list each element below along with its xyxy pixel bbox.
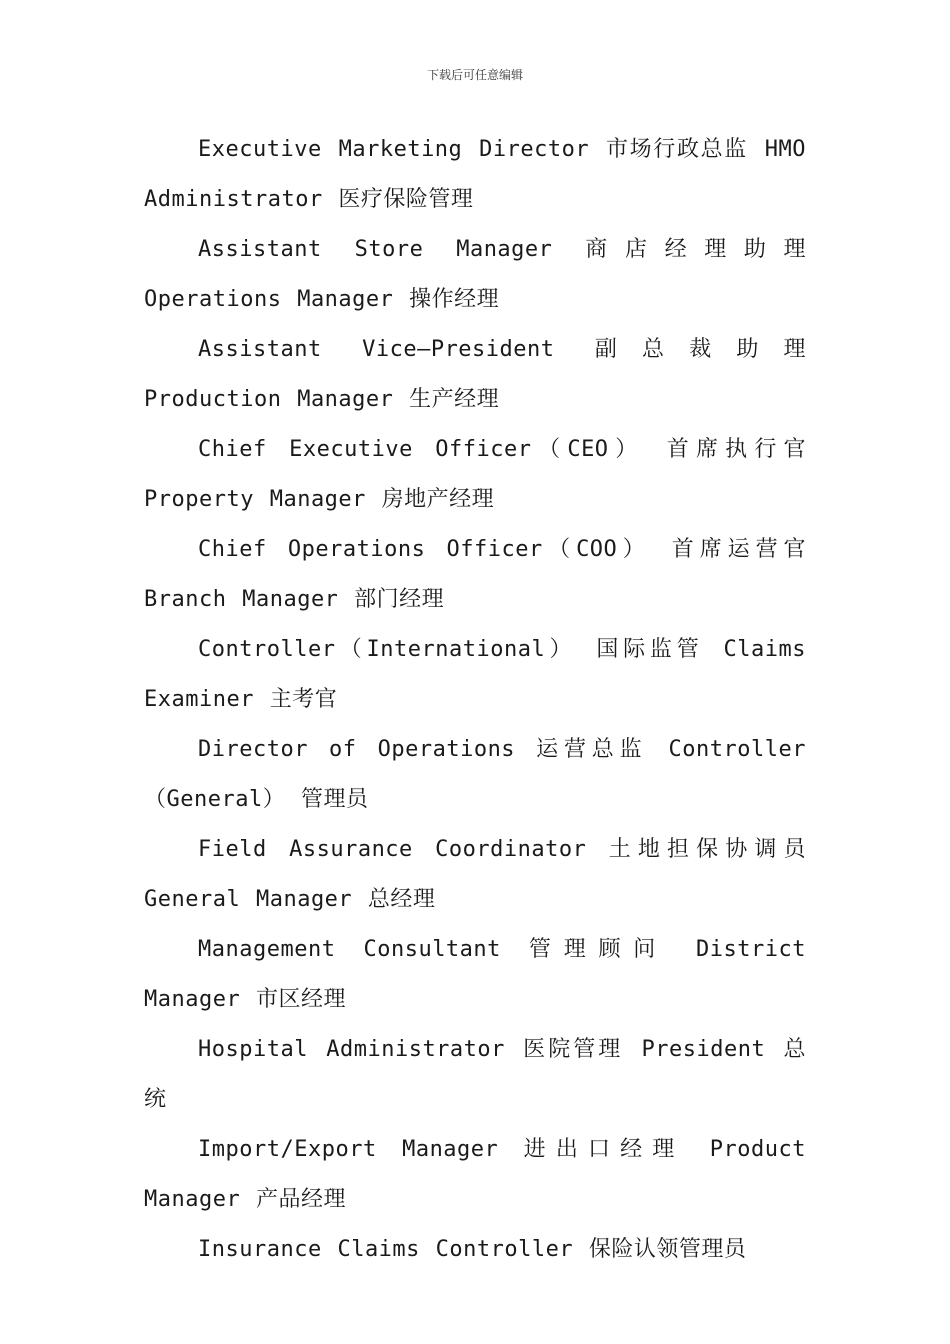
document-body bbox=[144, 125, 806, 1275]
paragraph: Director of Operations 运营总监 Controller（General） 管理员 bbox=[144, 737, 806, 812]
paragraph: Assistant Vice—President 副总裁助理 Production Manager 生产经理 bbox=[144, 337, 806, 412]
paragraph: Assistant Store Manager 商店经理助理 Operations Manager 操作经理 bbox=[144, 237, 806, 312]
paragraph: Chief Executive Officer（CEO） 首席执行官 Property Manager 房地产经理 bbox=[144, 437, 806, 512]
paragraph: Management Consultant 管理顾问 District Manager 市区经理 bbox=[144, 937, 806, 1012]
page-header: 下载后可任意编辑 bbox=[426, 68, 523, 82]
paragraph: Chief Operations Officer（COO） 首席运营官 Branch Manager 部门经理 bbox=[144, 537, 806, 612]
paragraph: Insurance Claims Controller 保险认领管理员 bbox=[198, 1237, 747, 1262]
paragraph: Executive Marketing Director 市场行政总监 HMO Administrator 医疗保险管理 bbox=[144, 137, 806, 212]
paragraph: Controller（International） 国际监管 Claims Examiner 主考官 bbox=[144, 637, 806, 712]
paragraph: Import/Export Manager 进出口经理 Product Manager 产品经理 bbox=[144, 1137, 806, 1212]
paragraph: Hospital Administrator 医院管理 President 总统 bbox=[144, 1037, 806, 1112]
paragraph: Field Assurance Coordinator 土地担保协调员 General Manager 总经理 bbox=[144, 837, 806, 912]
